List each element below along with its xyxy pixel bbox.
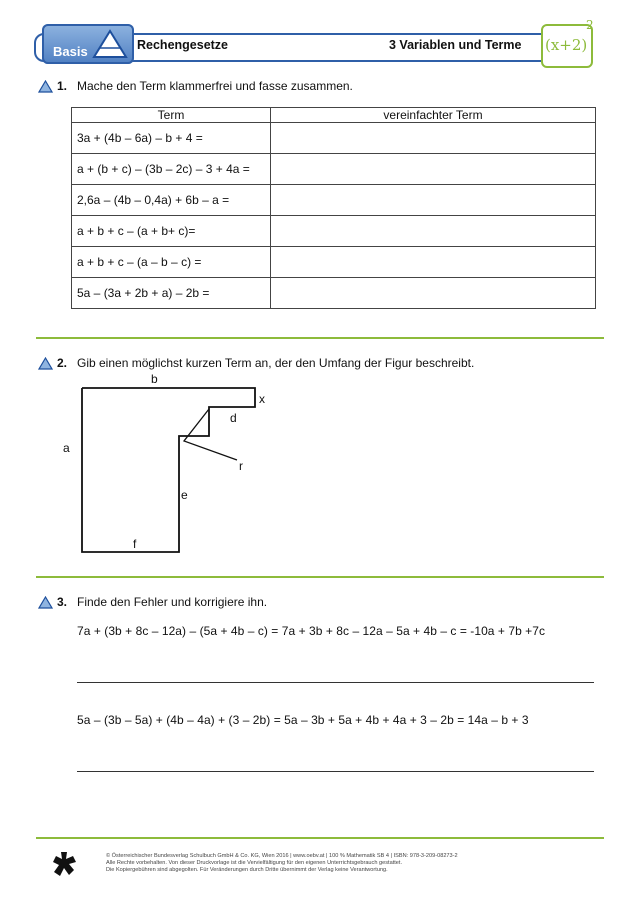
equation-2: 5a – (3b – 5a) + (4b – 4a) + (3 – 2b) = 5a – 3b + 5a + 4b + 4a + 3 – 2b = 14a – b + 3 [77, 713, 529, 727]
table-row [72, 216, 596, 247]
pyramid-icon [38, 596, 53, 609]
badge-label: Basis [53, 44, 88, 59]
term-cell: 3a + (4b – 6a) – b + 4 = [72, 123, 271, 154]
answer-cell[interactable] [271, 185, 596, 216]
label-f: f [133, 537, 137, 551]
task-3-instruction: Finde den Fehler und korrigiere ihn. [77, 595, 268, 609]
table-row [72, 185, 596, 216]
table-row [72, 278, 596, 309]
answer-cell[interactable] [271, 278, 596, 309]
answer-cell[interactable] [271, 154, 596, 185]
term-cell: a + b + c – (a + b+ c)= [72, 216, 271, 247]
table-row [72, 154, 596, 185]
column-header-term: Term [72, 108, 271, 123]
label-r: r [239, 459, 243, 473]
label-e: e [181, 488, 188, 502]
task-2-number: 2. [57, 356, 68, 370]
pyramid-icon [38, 80, 53, 93]
column-header-simplified: vereinfachter Term [271, 108, 596, 123]
label-a: a [63, 441, 70, 455]
answer-cell[interactable] [271, 123, 596, 154]
answer-cell[interactable] [271, 216, 596, 247]
term-cell: 5a – (3a + 2b + a) – 2b = [72, 278, 271, 309]
answer-line[interactable] [77, 682, 594, 683]
terms-table [71, 107, 596, 309]
section-divider [36, 837, 604, 839]
pyramid-icon [38, 357, 53, 370]
answer-cell[interactable] [271, 247, 596, 278]
logo-text: (x+2) [545, 36, 588, 54]
footer-disclaimer: Die Kopiergebühren sind abgegolten. Für Veränderungen durch Dritte übernimmt der Verlag keine Verantwortung. [106, 867, 388, 873]
table-header-row [72, 108, 596, 123]
footer-rights: Alle Rechte vorbehalten. Von dieser Druckvorlage ist die Vervielfältigung für den eigenen Unterrichtsgebrauch gestattet. [106, 860, 403, 866]
task-1-instruction: Mache den Term klammerfrei und fasse zusammen. [77, 79, 353, 93]
logo-superscript: 2 [586, 18, 594, 32]
label-b: b [151, 372, 158, 386]
publisher-logo-icon [52, 851, 78, 877]
table-row [72, 247, 596, 278]
label-d: d [230, 411, 237, 425]
header-section-title: Rechengesetze [137, 38, 229, 52]
task-3-number: 3. [57, 595, 68, 609]
section-divider [36, 337, 604, 339]
pyramid-icon [92, 29, 128, 59]
table-row [72, 123, 596, 154]
header-chapter-title: 3 Variablen und Terme [389, 38, 522, 52]
task-1-number: 1. [57, 79, 68, 93]
equation-1: 7a + (3b + 8c – 12a) – (5a + 4b – c) = 7a + 3b + 8c – 12a – 5a + 4b – c = -10a + 7b +7c [77, 624, 546, 638]
footer-copyright: © Österreichischer Bundesverlag Schulbuch GmbH & Co. KG, Wien 2016 | www.oebv.at | 100 % Mathematik SB 4 | ISBN: 978-3-209-08273-2 [106, 853, 458, 859]
term-cell: a + (b + c) – (3b – 2c) – 3 + 4a = [72, 154, 271, 185]
term-cell: 2,6a – (4b – 0,4a) + 6b – a = [72, 185, 271, 216]
task-2-instruction: Gib einen möglichst kurzen Term an, der den Umfang der Figur beschreibt. [77, 356, 475, 370]
term-cell: a + b + c – (a – b – c) = [72, 247, 271, 278]
label-x: x [259, 392, 265, 406]
answer-line[interactable] [77, 771, 594, 772]
section-divider [36, 576, 604, 578]
